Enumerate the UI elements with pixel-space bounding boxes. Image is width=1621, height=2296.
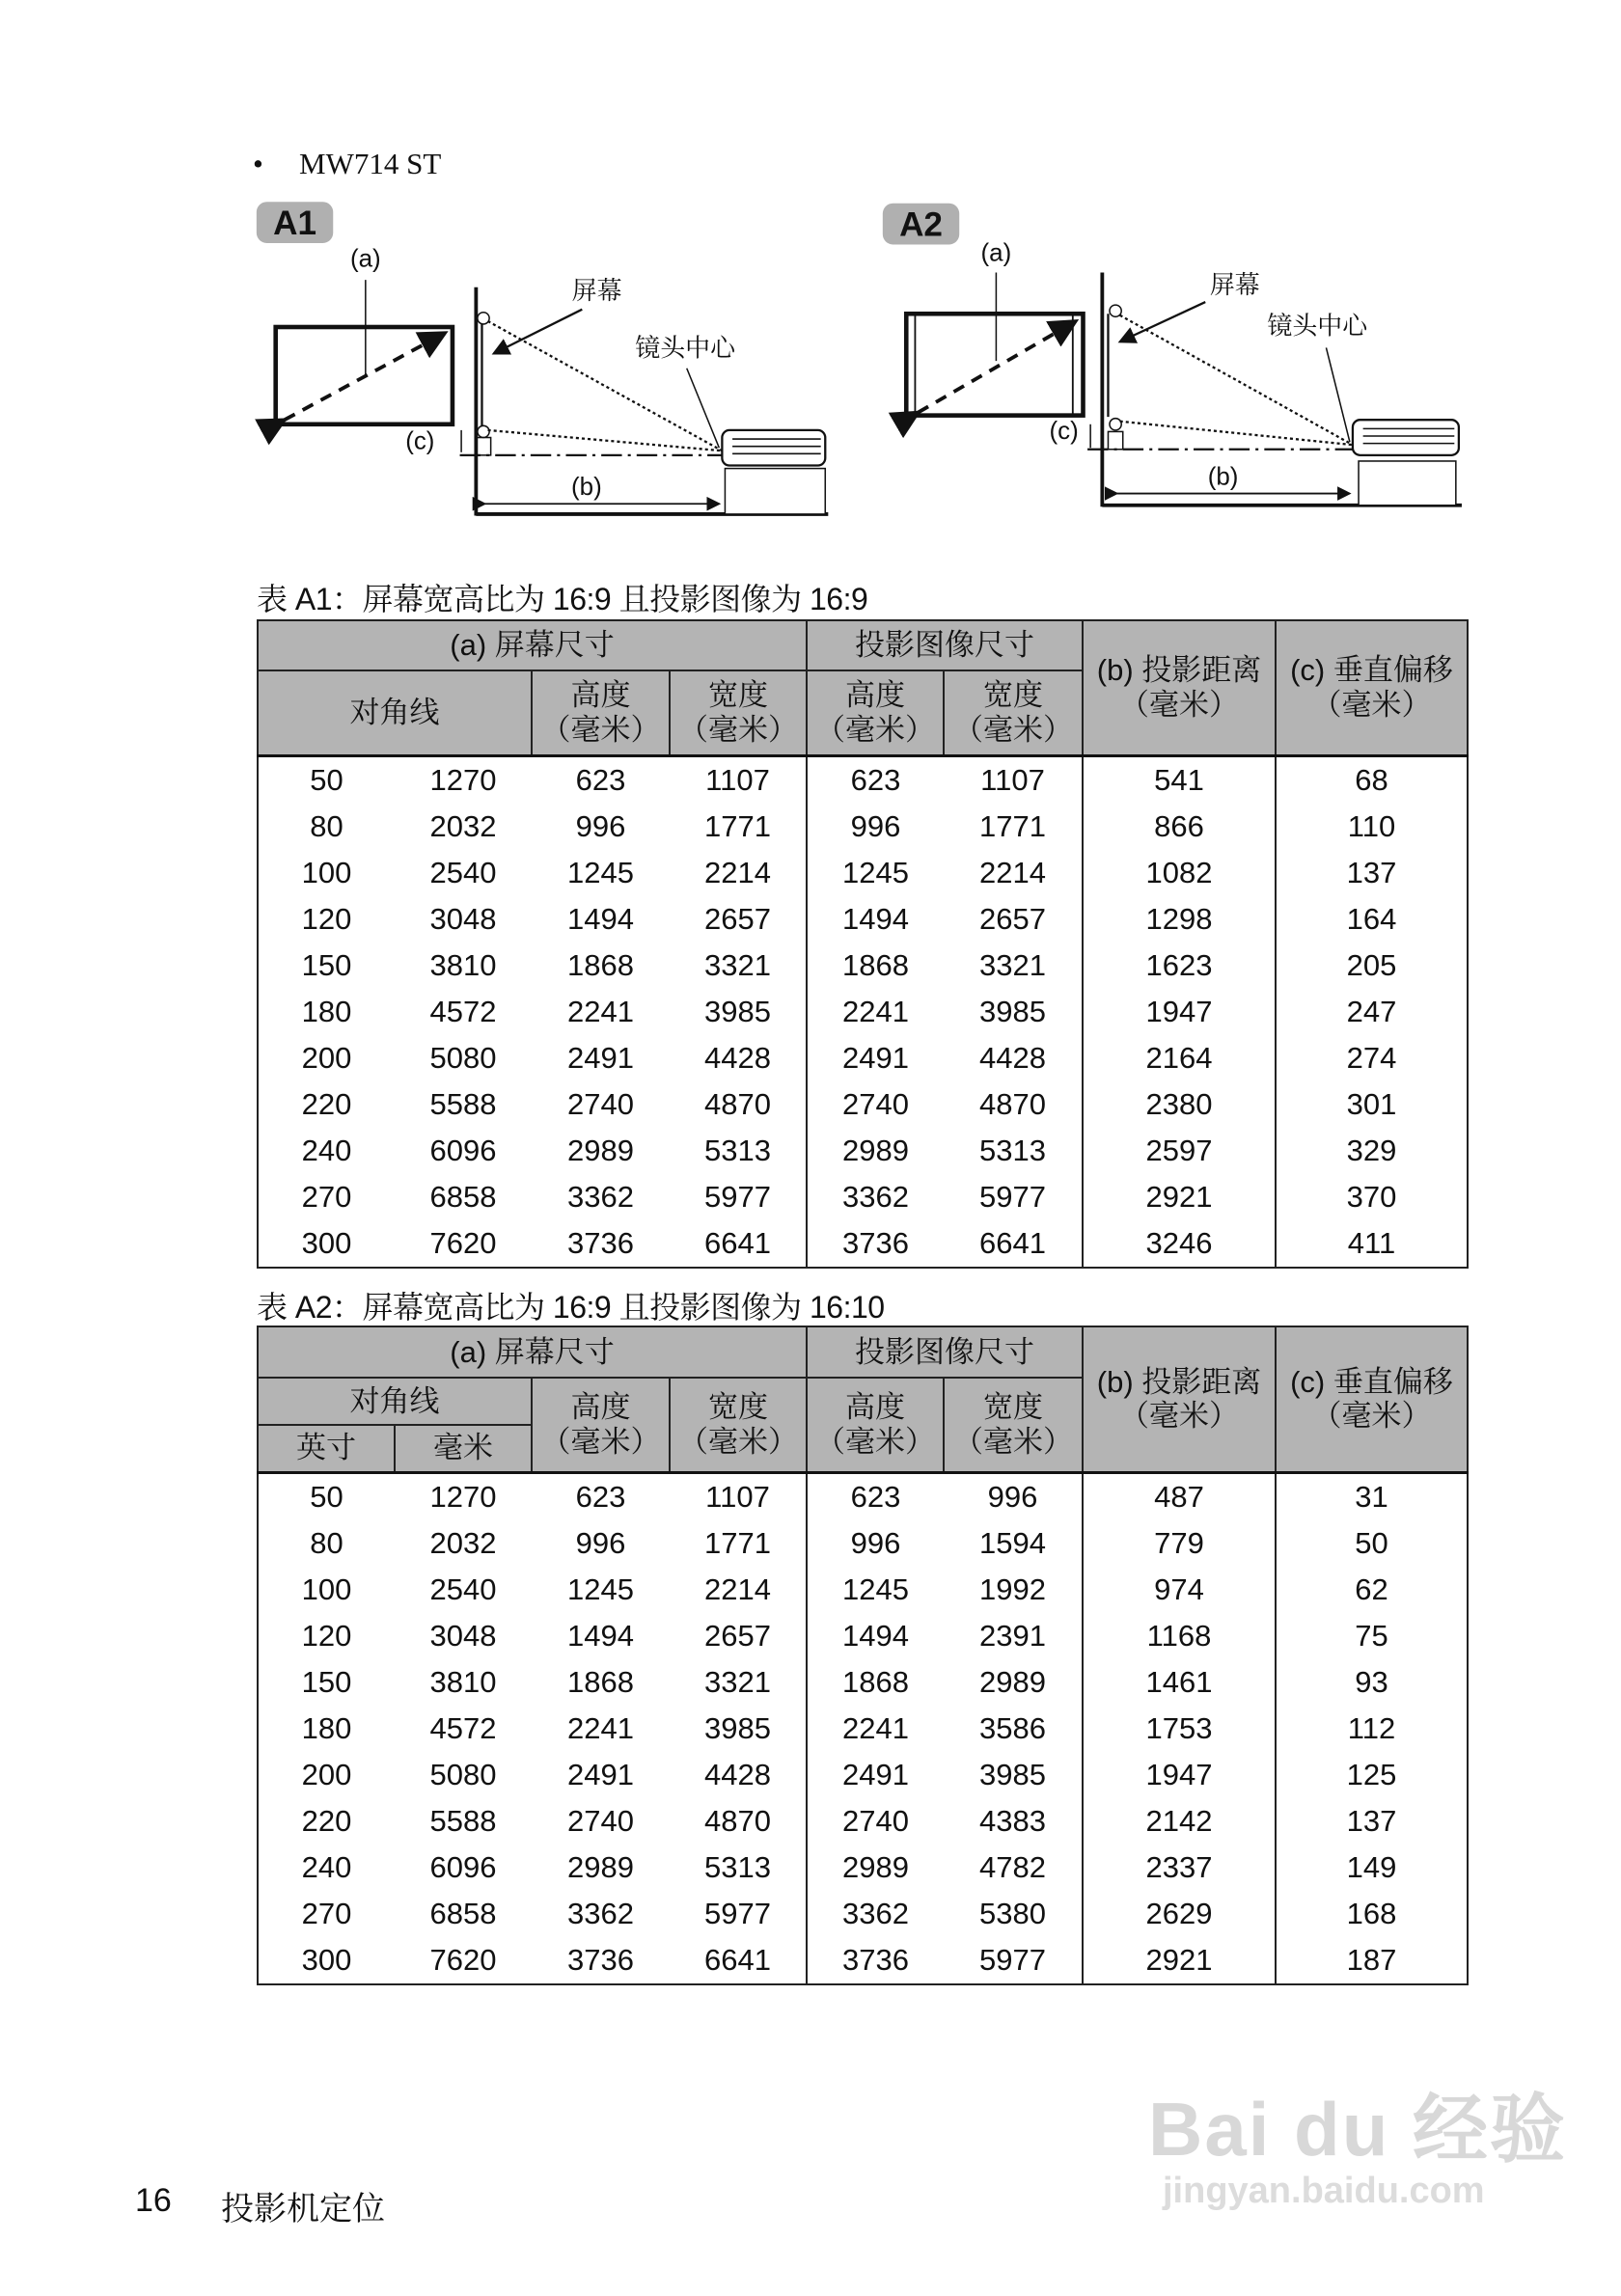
table-cell: 2214 [670, 850, 807, 896]
page-number: 16 [135, 2182, 172, 2219]
table-row [258, 1035, 1468, 1081]
table-cell: 3362 [567, 1896, 634, 1930]
projector-icon [1353, 420, 1459, 506]
label-b: (b) [571, 474, 602, 502]
table-row [258, 1220, 1468, 1268]
table-cell: 2032 [429, 808, 497, 843]
table-cell: 2989 [944, 1659, 1083, 1706]
table-cell: 7620 [395, 1937, 532, 1984]
table-cell: 2241 [842, 994, 909, 1028]
table-cell: 1494 [567, 901, 634, 936]
table-cell: 974 [1083, 1567, 1276, 1613]
table-cell: 996 [575, 808, 626, 843]
table-cell: 1494 [567, 1618, 634, 1653]
table-cell: 2989 [842, 1133, 909, 1167]
table-cell: 93 [1355, 1664, 1388, 1699]
table-cell: 623 [850, 762, 901, 797]
table-cell: 3736 [807, 1937, 944, 1984]
table-cell: 125 [1346, 1757, 1397, 1791]
header-inch: 英寸 [258, 1425, 395, 1472]
table-cell: 3362 [842, 1179, 909, 1214]
table-a2-body [258, 1472, 1468, 1984]
table-cell: 205 [1346, 947, 1397, 982]
section-title: 投影机定位 [221, 2191, 385, 2228]
table-cell: 50 [1355, 1525, 1388, 1560]
table-cell: 180 [301, 1710, 352, 1745]
table-row [258, 1659, 1468, 1706]
table-cell: 187 [1276, 1937, 1468, 1984]
table-cell: 411 [1276, 1220, 1468, 1268]
table-cell: 100 [301, 1572, 352, 1606]
header-image-size: 投影图像尺寸 [807, 1326, 1083, 1378]
table-cell: 2380 [1083, 1081, 1276, 1128]
table-cell: 4383 [944, 1798, 1083, 1845]
table-cell: 3810 [429, 947, 497, 982]
table-cell: 75 [1355, 1618, 1388, 1653]
table-cell: 300 [258, 1937, 395, 1984]
header-image-height: 高度 （毫米） [807, 670, 944, 755]
header-screen-width: 宽度 （毫米） [670, 1378, 807, 1472]
table-cell: 3810 [429, 1664, 497, 1699]
table-cell: 270 [301, 1179, 352, 1214]
header-screen-height: 高度 （毫米） [532, 670, 670, 755]
watermark-url: jingyan.baidu.com [1163, 2171, 1485, 2211]
table-cell: 3985 [944, 989, 1083, 1035]
table-cell: 3985 [670, 1706, 807, 1752]
table-cell: 2142 [1083, 1798, 1276, 1845]
table-cell: 120 [301, 1618, 352, 1653]
table-row [258, 1567, 1468, 1613]
table-cell: 2241 [842, 1710, 909, 1745]
table-cell: 220 [301, 1086, 352, 1121]
table-cell: 1245 [842, 1572, 909, 1606]
table-cell: 2921 [1083, 1174, 1276, 1220]
header-screen-size: (a) 屏幕尺寸 [258, 620, 807, 670]
table-cell: 5977 [944, 1174, 1083, 1220]
table-cell: 274 [1346, 1040, 1397, 1075]
table-cell: 6096 [429, 1133, 497, 1167]
table-a1-caption: 表 A1：屏幕宽高比为 16:9 且投影图像为 16:9 [257, 582, 868, 616]
table-cell: 1868 [567, 947, 634, 982]
table-cell: 2540 [429, 855, 497, 889]
table-cell: 3048 [429, 901, 497, 936]
table-row [258, 850, 1468, 896]
table-cell: 3362 [567, 1179, 634, 1214]
table-cell: 2740 [567, 1086, 634, 1121]
table-cell: 623 [575, 1479, 626, 1514]
table-cell: 50 [310, 1479, 343, 1514]
table-row [258, 1706, 1468, 1752]
table-cell: 2921 [1083, 1937, 1276, 1984]
header-image-width: 宽度 （毫米） [944, 670, 1083, 755]
table-cell: 5588 [429, 1803, 497, 1838]
table-cell: 2491 [842, 1757, 909, 1791]
table-cell: 2491 [567, 1757, 634, 1791]
table-cell: 1245 [842, 855, 909, 889]
table-row [258, 1174, 1468, 1220]
table-cell: 2989 [842, 1849, 909, 1884]
table-cell: 2491 [567, 1040, 634, 1075]
table-row [258, 989, 1468, 1035]
table-cell: 541 [1083, 755, 1276, 804]
table-cell: 779 [1083, 1520, 1276, 1567]
table-cell: 270 [301, 1896, 352, 1930]
table-cell: 1947 [1083, 989, 1276, 1035]
table-cell: 4428 [670, 1035, 807, 1081]
table-cell: 2241 [567, 994, 634, 1028]
label-screen: 屏幕 [571, 277, 622, 305]
table-cell: 80 [310, 808, 343, 843]
table-cell: 2214 [944, 850, 1083, 896]
table-cell: 4782 [944, 1845, 1083, 1891]
table-row [258, 896, 1468, 943]
table-cell: 1245 [567, 1572, 634, 1606]
table-cell: 1245 [567, 855, 634, 889]
table-cell: 329 [1346, 1133, 1397, 1167]
table-row [258, 1128, 1468, 1174]
table-cell: 3985 [944, 1752, 1083, 1798]
table-cell: 240 [301, 1133, 352, 1167]
model-name: MW714 ST [299, 147, 442, 180]
table-cell: 150 [301, 1664, 352, 1699]
header-mm: 毫米 [395, 1425, 532, 1472]
projection-diagrams [0, 0, 1621, 545]
table-cell: 247 [1346, 994, 1397, 1028]
table-cell: 2657 [944, 896, 1083, 943]
projector-icon [722, 430, 825, 514]
table-row [258, 1752, 1468, 1798]
label-b: (b) [1207, 463, 1239, 491]
table-cell: 1298 [1083, 896, 1276, 943]
table-cell: 2740 [842, 1803, 909, 1838]
table-cell: 623 [850, 1479, 901, 1514]
table-cell: 7620 [395, 1220, 532, 1268]
table-cell: 2989 [567, 1133, 634, 1167]
label-lens-center: 镜头中心 [1267, 313, 1368, 341]
header-distance: (b) 投影距离 （毫米） [1083, 1326, 1276, 1472]
table-cell: 2657 [670, 1613, 807, 1659]
label-lens-center: 镜头中心 [635, 335, 736, 363]
table-cell: 137 [1346, 1803, 1397, 1838]
table-cell: 4428 [944, 1035, 1083, 1081]
table-cell: 2214 [670, 1567, 807, 1613]
table-cell: 1494 [842, 901, 909, 936]
table-cell: 1868 [842, 947, 909, 982]
table-cell: 1623 [1083, 943, 1276, 989]
table-cell: 50 [310, 762, 343, 797]
table-cell: 1107 [670, 1472, 807, 1520]
badge-a1-label: A1 [273, 204, 316, 242]
table-cell: 1168 [1083, 1613, 1276, 1659]
table-cell: 1753 [1083, 1706, 1276, 1752]
bullet: • [253, 147, 263, 180]
watermark-logo: Bai du 经验 [1148, 2087, 1568, 2172]
table-cell: 996 [850, 808, 901, 843]
badge-a2-label: A2 [899, 205, 943, 244]
table-cell: 5380 [944, 1891, 1083, 1937]
table-row [258, 1520, 1468, 1567]
table-cell: 5977 [944, 1937, 1083, 1984]
table-cell: 1107 [944, 755, 1083, 804]
table-cell: 1947 [1083, 1752, 1276, 1798]
table-cell: 3321 [944, 943, 1083, 989]
table-cell: 168 [1346, 1896, 1397, 1930]
diagram-a2 [883, 204, 1462, 507]
table-cell: 3048 [429, 1618, 497, 1653]
header-diagonal: 对角线 [258, 670, 532, 755]
table-cell: 6858 [429, 1179, 497, 1214]
table-cell: 4428 [670, 1752, 807, 1798]
table-cell: 4870 [944, 1081, 1083, 1128]
table-cell: 2164 [1083, 1035, 1276, 1081]
table-cell: 2337 [1083, 1845, 1276, 1891]
table-cell: 2391 [944, 1613, 1083, 1659]
table-cell: 3321 [670, 943, 807, 989]
table-cell: 164 [1346, 901, 1397, 936]
table-row [258, 755, 1468, 804]
table-row [258, 1891, 1468, 1937]
table-cell: 996 [850, 1525, 901, 1560]
table-cell: 996 [575, 1525, 626, 1560]
table-cell: 6096 [429, 1849, 497, 1884]
table-cell: 5080 [429, 1757, 497, 1791]
header-image-width: 宽度 （毫米） [944, 1378, 1083, 1472]
header-distance: (b) 投影距离 （毫米） [1083, 620, 1276, 755]
table-cell: 200 [301, 1040, 352, 1075]
table-cell: 1992 [944, 1567, 1083, 1613]
table-row [258, 1613, 1468, 1659]
table-cell: 2740 [842, 1086, 909, 1121]
label-a: (a) [349, 245, 381, 273]
table-cell: 623 [575, 762, 626, 797]
table-cell: 100 [301, 855, 352, 889]
table-cell: 2657 [670, 896, 807, 943]
label-c: (c) [1049, 418, 1079, 446]
label-screen: 屏幕 [1209, 271, 1260, 299]
table-cell: 370 [1346, 1179, 1397, 1214]
table-cell: 1270 [429, 1479, 497, 1514]
table-cell: 62 [1355, 1572, 1388, 1606]
table-cell: 5080 [429, 1040, 497, 1075]
table-cell: 2597 [1083, 1128, 1276, 1174]
header-screen-height: 高度 （毫米） [532, 1378, 670, 1472]
header-offset: (c) 垂直偏移 （毫米） [1276, 1326, 1468, 1472]
table-cell: 1771 [670, 804, 807, 850]
table-cell: 2491 [842, 1040, 909, 1075]
table-row [258, 1472, 1468, 1520]
table-cell: 4572 [429, 1710, 497, 1745]
label-a: (a) [980, 239, 1012, 267]
table-cell: 1270 [429, 762, 497, 797]
table-a2-caption: 表 A2：屏幕宽高比为 16:9 且投影图像为 16:10 [257, 1290, 885, 1325]
table-cell: 1082 [1083, 850, 1276, 896]
table-cell: 1494 [842, 1618, 909, 1653]
screen-image-rect [906, 314, 1083, 415]
table-cell: 6858 [429, 1896, 497, 1930]
table-cell: 1771 [944, 804, 1083, 850]
table-cell: 5977 [670, 1174, 807, 1220]
table-cell: 150 [301, 947, 352, 982]
table-cell: 866 [1083, 804, 1276, 850]
table-cell: 1594 [944, 1520, 1083, 1567]
table-cell: 996 [944, 1472, 1083, 1520]
header-diagonal: 对角线 [258, 1378, 532, 1425]
table-cell: 1771 [670, 1520, 807, 1567]
table-cell: 2629 [1083, 1891, 1276, 1937]
table-cell: 4870 [670, 1798, 807, 1845]
table-row [258, 1845, 1468, 1891]
table-cell: 240 [301, 1849, 352, 1884]
table-cell: 220 [301, 1803, 352, 1838]
table-cell: 487 [1083, 1472, 1276, 1520]
table-cell: 1107 [670, 755, 807, 804]
table-cell: 6641 [670, 1220, 807, 1268]
table-cell: 6641 [670, 1937, 807, 1984]
header-screen-size: (a) 屏幕尺寸 [258, 1326, 807, 1378]
header-offset: (c) 垂直偏移 （毫米） [1276, 620, 1468, 755]
table-cell: 5977 [670, 1891, 807, 1937]
label-c: (c) [405, 427, 435, 455]
table-cell: 2740 [567, 1803, 634, 1838]
table-cell: 3246 [1083, 1220, 1276, 1268]
table-cell: 3736 [532, 1937, 670, 1984]
table-cell: 6641 [944, 1220, 1083, 1268]
table-cell: 300 [258, 1220, 395, 1268]
table-cell: 120 [301, 901, 352, 936]
table-cell: 2540 [429, 1572, 497, 1606]
table-cell: 2032 [429, 1525, 497, 1560]
diagram-a1 [257, 202, 828, 515]
table-cell: 3736 [532, 1220, 670, 1268]
table-cell: 2241 [567, 1710, 634, 1745]
header-image-size: 投影图像尺寸 [807, 620, 1083, 670]
table-cell: 1868 [567, 1664, 634, 1699]
table-cell: 31 [1355, 1479, 1388, 1514]
table-cell: 200 [301, 1757, 352, 1791]
table-cell: 110 [1347, 808, 1396, 843]
table-a1 [257, 619, 1469, 1269]
table-row [258, 804, 1468, 850]
table-cell: 3321 [670, 1659, 807, 1706]
header-screen-width: 宽度 （毫米） [670, 670, 807, 755]
table-cell: 3586 [944, 1706, 1083, 1752]
table-cell: 149 [1346, 1849, 1397, 1884]
table-a1-body [258, 755, 1468, 1268]
table-row [258, 943, 1468, 989]
header-image-height: 高度 （毫米） [807, 1378, 944, 1472]
table-row [258, 1081, 1468, 1128]
table-cell: 4572 [429, 994, 497, 1028]
table-cell: 3362 [842, 1896, 909, 1930]
table-cell: 1868 [842, 1664, 909, 1699]
table-cell: 5588 [429, 1086, 497, 1121]
table-cell: 112 [1347, 1710, 1396, 1745]
table-a2 [257, 1326, 1469, 1985]
table-cell: 1461 [1083, 1659, 1276, 1706]
table-row [258, 1798, 1468, 1845]
table-cell: 137 [1346, 855, 1397, 889]
table-cell: 180 [301, 994, 352, 1028]
table-cell: 4870 [670, 1081, 807, 1128]
table-cell: 68 [1355, 762, 1388, 797]
table-cell: 3985 [670, 989, 807, 1035]
table-cell: 5313 [670, 1128, 807, 1174]
table-cell: 3736 [807, 1220, 944, 1268]
table-cell: 301 [1346, 1086, 1397, 1121]
table-cell: 5313 [944, 1128, 1083, 1174]
table-row [258, 1937, 1468, 1984]
table-cell: 5313 [670, 1845, 807, 1891]
table-cell: 80 [310, 1525, 343, 1560]
table-cell: 2989 [567, 1849, 634, 1884]
